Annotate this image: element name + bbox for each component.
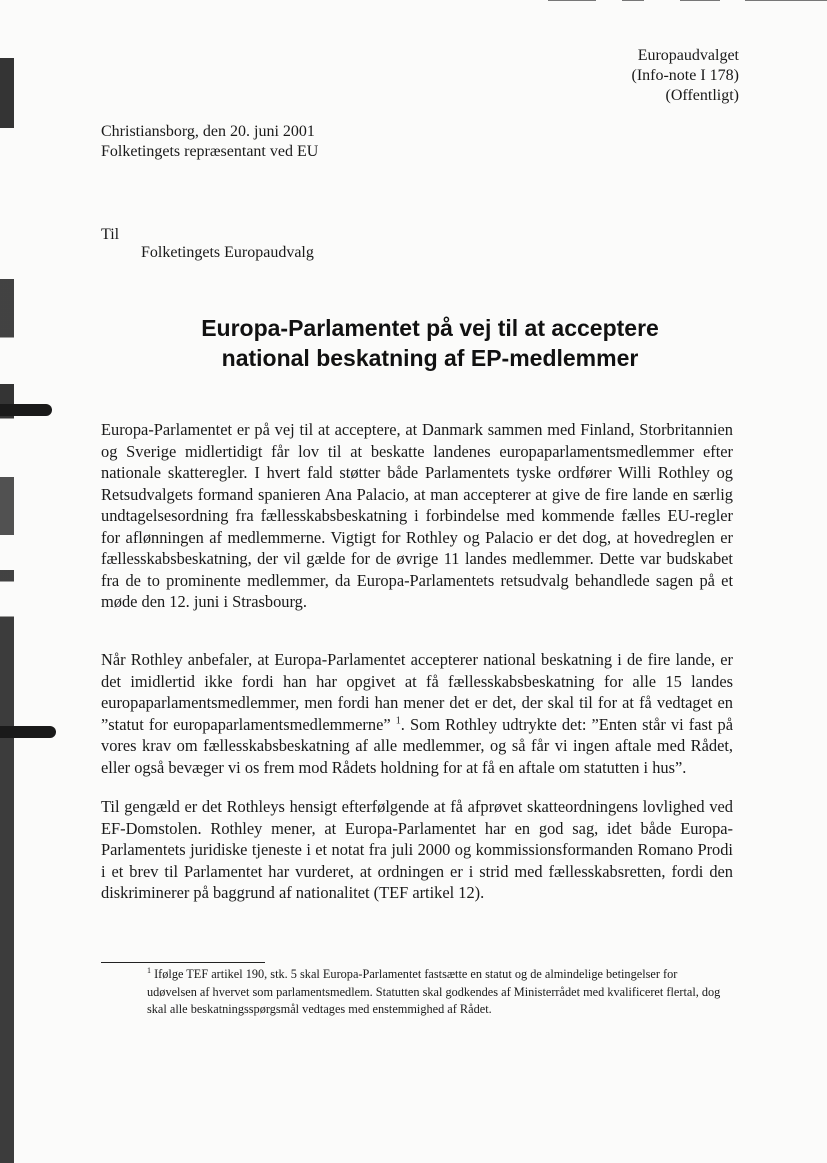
scan-punch-mark bbox=[0, 404, 52, 416]
sender-block bbox=[101, 122, 318, 162]
ref-classification: (Offentligt) bbox=[665, 87, 739, 104]
paragraph-2-text: Når Rothley anbefaler, at Europa-Parlamentet accepterer national beskatning i de fire lande, er det imidlertid ikke fordi han har opgivet at få fællesskabsbeskatning for alle 15 landes europaparlamentsmedlemmer, men fordi han mener det er det, der skal til for at få vedtaget en ”statut for europaparlamentsmedlemmerne” bbox=[101, 650, 733, 734]
footnote-marker: 1 bbox=[147, 965, 151, 975]
paragraph-2 bbox=[101, 649, 733, 778]
paragraph-3: Til gengæld er det Rothleys hensigt efterfølgende at få afprøvet skatteordningens lovlighed ved EF-Domstolen. Rothley mener, at Europa-Parlamentet har en god sag, idet både Europa-Parlamentets juridiske tjeneste i et notat fra juli 2000 og kommissionsformanden Romano Prodi i et brev til Parlamentet har vurderet, at ordningen er i strid med fællesskabsretten, fordi den diskriminerer på baggrund af nationalitet (TEF artikel 12). bbox=[101, 797, 733, 902]
scan-top-line bbox=[622, 0, 644, 1]
recipient-label: Til bbox=[101, 226, 120, 243]
footnote-separator bbox=[101, 962, 265, 963]
footnote bbox=[147, 966, 727, 1019]
footnote-text: Ifølge TEF artikel 190, stk. 5 skal Europa-Parlamentet fastsætte en statut og de almindelige betingelser for udøvelsen af hvervet som parlamentsmedlem. Statutten skal godkendes af Ministerrådet med kvalificeret flertal, dog skal alle beskatningsspørgsmål vedtages med enstemmighed af Rådet. bbox=[147, 967, 721, 1016]
footnote-reference: 1 bbox=[395, 715, 401, 727]
title-line-2: national beskatning af EP-medlemmer bbox=[221, 345, 639, 371]
scan-punch-mark bbox=[0, 726, 56, 738]
paragraph-1: Europa-Parlamentet er på vej til at acceptere, at Danmark sammen med Finland, Storbritannien og Sverige midlertidigt får lov til at beskatte landenes europaparlamentsmedlemmer efter nationale skatteregler. I hvert fald støtter både Parlamentets tyske ordfører Willi Rothley og Retsudvalgets formand spanieren Ana Palacio, at man accepterer at give de fire lande en særlig undtagelsesordning fra fællesskabsbeskatning i forbindelse med kommende fælles EU-regler for aflønningen af medlemmerne. Vigtigt for Rothley og Palacio er det dog, at hovedreglen er fællesskabsbeskatning, der vil gælde for de øvrige 11 landes medlemmer. Dette var budskabet fra de to prominente medlemmer, da Europa-Parlamentets retsudvalg behandlede sagen på et møde den 12. juni i Strasbourg. bbox=[101, 420, 733, 611]
paragraph-2-text-cont: . Som Rothley udtrykte det: ”Enten står vi fast på vores krav om fællesskabsbeskatning af alle medlemmer, og så får vi ingen aftale med Rådet, eller også bevæger vi os frem mod Rådets holdning for at få en aftale om statutten i hus”. bbox=[101, 714, 734, 777]
document-title bbox=[100, 313, 760, 373]
ref-note-number: (Info-note I 178) bbox=[631, 67, 739, 84]
scan-top-line bbox=[680, 0, 720, 1]
title-line-1: Europa-Parlamentet på vej til at acceptere bbox=[201, 315, 659, 341]
recipient-name: Folketingets Europaudvalg bbox=[141, 244, 314, 261]
scan-top-line bbox=[745, 0, 827, 1]
scan-top-line bbox=[548, 0, 596, 1]
scan-edge-shadow bbox=[0, 0, 14, 1163]
sender-name: Folketingets repræsentant ved EU bbox=[101, 143, 319, 160]
document-reference bbox=[631, 46, 739, 106]
place-date: Christiansborg, den 20. juni 2001 bbox=[101, 123, 315, 140]
ref-committee: Europaudvalget bbox=[637, 47, 739, 64]
